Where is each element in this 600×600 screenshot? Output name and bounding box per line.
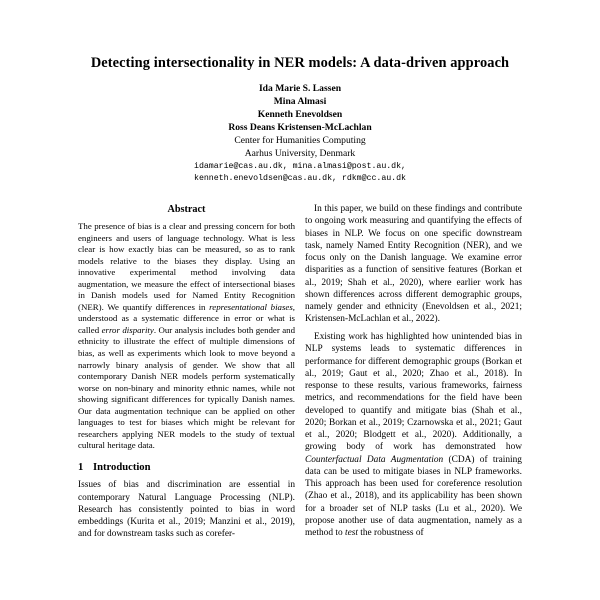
email-block <box>0 161 600 185</box>
affiliation-line: Aarhus University, Denmark <box>244 148 356 160</box>
author-name: Ida Marie S. Lassen <box>258 83 342 94</box>
author-name: Mina Almasi <box>273 96 327 108</box>
section-title: Introduction <box>93 461 151 473</box>
author-list <box>0 82 600 134</box>
section-number: 1 <box>78 461 84 473</box>
page-title: Detecting intersectionality in NER models: A data-driven approach <box>90 55 510 71</box>
email-line: idamarie@cas.au.dk, mina.almasi@post.au.dk, <box>194 161 406 171</box>
abstract-italic-representational-biases: representational biases <box>209 301 293 312</box>
right-par2-text-3: the robustness of <box>357 528 424 538</box>
right-par2-text-2: (CDA) of training data can be used to mitigate biases in NLP frameworks. This approach has been used for coreference resolution (Zhao et al., 2018), and its applicability has been shown for a broader set of NLP tasks (Lu et al., 2020). We propose another use of data augmentation, namely as a method to <box>305 454 522 538</box>
author-name: Kenneth Enevoldsen <box>257 109 343 121</box>
right-paragraph-2 <box>305 331 522 539</box>
column-left <box>78 203 295 600</box>
affiliation-line: Center for Humanities Computing <box>234 135 366 147</box>
column-right <box>305 203 522 600</box>
right-par2-italic-counterfactual-data-augmentation: Counterfactual Data Augmentation <box>305 454 444 465</box>
right-paragraph-1: In this paper, we build on these findings and contribute to ongoing work measuring and quantifying the effects of biases in NLP. We focus on one specific downstream task, namely Named Entity Recognition (NER), and we focus only on the Danish language. We examine error disparities as a function of sensitive features (Borkan et al., 2019; Shah et al., 2020), where earlier work has shown differences across different demographic groups, namely gender and ethnicity (Enevoldsen et al., 2021; Kristensen-McLachlan et al., 2022). <box>305 204 522 325</box>
abstract-italic-error-disparity: error disparity <box>101 324 154 335</box>
title-block <box>0 0 600 185</box>
email-line: kenneth.enevoldsen@cas.au.dk, rdkm@cc.au.dk <box>194 173 406 183</box>
section-heading-introduction <box>78 461 295 475</box>
introduction-paragraph-1: Issues of bias and discrimination are essential in contemporary Natural Language Processing (NLP). Research has consistently pointed to bias in word embeddings (Kurita et al., 2019; Manzini et al., 2019), and for downstream tasks such as corefer- <box>78 480 295 540</box>
abstract-heading: Abstract <box>167 204 206 215</box>
abstract-text-2: , understood as a systematic difference in error or what is called <box>78 301 295 335</box>
right-par2-italic-test: test <box>344 528 358 538</box>
body-columns <box>0 203 600 600</box>
author-name: Ross Deans Kristensen-McLachlan <box>228 122 372 134</box>
abstract-text-1: The presence of bias is a clear and pressing concern for both engineers and users of language technology. What is less clear is how exactly bias can be measured, so as to rank models relative to the biases they display. Using an innovative experimental method involving data augmentation, we measure the effect of intersectional biases in Danish models used for Named Entity Recognition (NER). We quantify differences in <box>78 221 295 312</box>
affiliation-block <box>0 134 600 160</box>
abstract-text-3: . Our analysis includes both gender and ethnicity to illustrate the effect of multiple dimensions of bias, as well as experiments which look to move beyond a narrowly binary analysis of gender. We show that all contemporary Danish NER models perform systematically worse on non-binary and minority ethnic names, while not showing significant differences for typically Danish names. Our data augmentation technique can be applied on other languages to test for biases which might be relevant for researchers applying NER models to the study of textual cultural heritage data. <box>78 324 295 451</box>
abstract-body <box>78 221 295 452</box>
right-par2-text-1: Existing work has highlighted how unintended bias in NLP systems leads to systematic differences in performance for different demographic groups (Borkan et al., 2019; Gaut et al., 2020; Zhao et al., 2018). In response to these results, various frameworks, fairness metrics, and recommendations for the field have been developed to quantify and mitigate bias (Shah et al., 2020; Borkan et al., 2019; Czarnowska et al., 2021; Gaut et al., 2020; Blodgett et al., 2020). Additionally, a growing body of work has demonstrated how <box>305 332 522 453</box>
